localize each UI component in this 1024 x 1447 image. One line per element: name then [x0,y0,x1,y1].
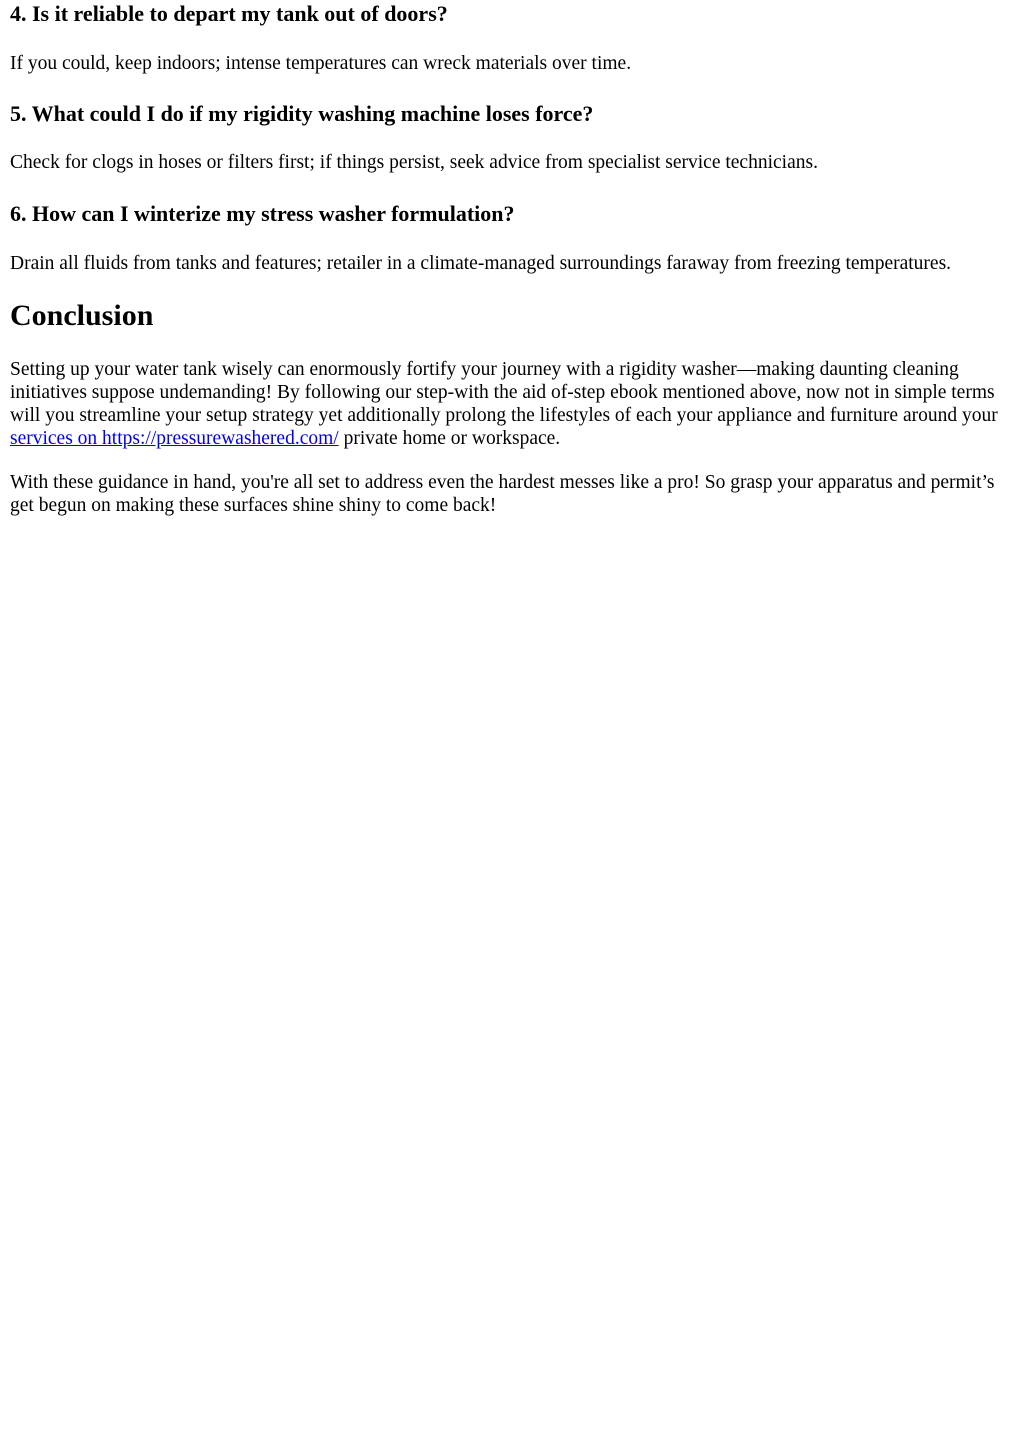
conclusion-paragraph-1-text-start: Setting up your water tank wisely can enormously fortify your journey with a rigidity washer—making daunting cleaning initiatives suppose undemanding! By following our step-with the aid of-step ebook mentioned above, now not in simple terms will you streamline your setup strategy yet additionally prolong the lifestyles of each your appliance and furniture around your [10,359,998,426]
faq-answer-4: If you could, keep indoors; intense temperatures can wreck materials over time. [10,53,632,74]
article-content [0,1,1024,517]
conclusion-paragraph-2: With these guidance in hand, you're all set to address even the hardest messes like a pro! So grasp your apparatus and permit’s get begun on making these surfaces shine shiny to come back! [10,472,995,516]
services-link[interactable]: services on https://pressurewashered.com/ [10,428,339,449]
faq-question-6: 6. How can I winterize my stress washer formulation? [10,201,515,226]
conclusion-paragraph-1-text-end: private home or workspace. [338,428,561,449]
faq-answer-5: Check for clogs in hoses or filters first; if things persist, seek advice from specialist service technicians. [10,152,818,173]
conclusion-paragraph-1 [10,358,1014,450]
faq-question-4: 4. Is it reliable to depart my tank out of doors? [10,1,448,26]
faq-question-5: 5. What could I do if my rigidity washing machine loses force? [10,101,594,126]
conclusion-heading: Conclusion [10,299,154,332]
faq-answer-6: Drain all fluids from tanks and features; retailer in a climate-managed surroundings faraway from freezing temperatures. [10,253,952,274]
